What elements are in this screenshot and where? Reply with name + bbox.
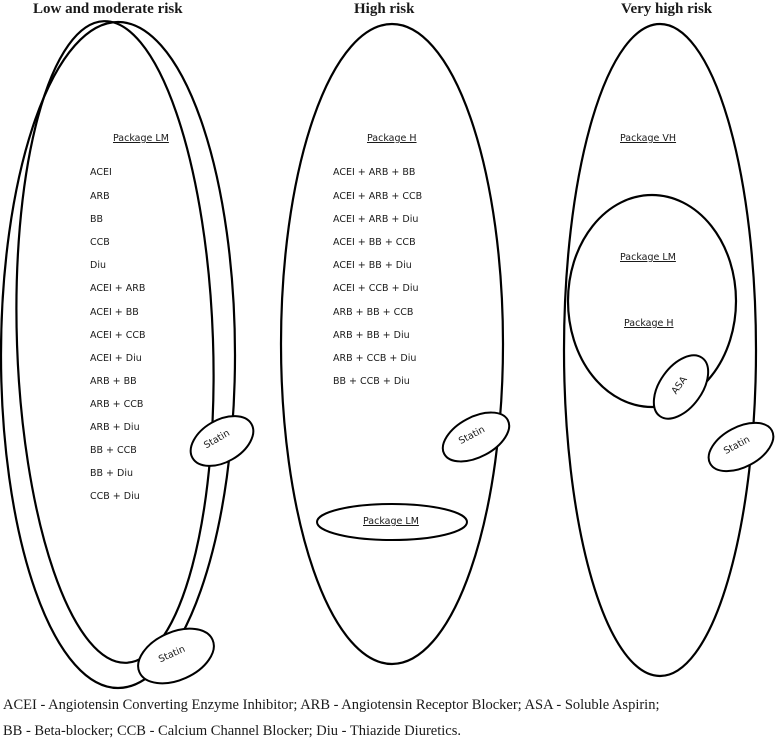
list-item: ARB + CCB + Diu [333,353,417,364]
list-item: ARB [90,191,110,202]
list-item: ACEI + Diu [90,353,142,364]
list-item: ACEI + ARB + BB [333,167,416,178]
list-item: ACEI + CCB + Diu [333,283,419,294]
list-item: ACEI + ARB + CCB [333,191,423,202]
very-high-package-label: Package VH [620,133,677,144]
list-item: ARB + BB + Diu [333,330,410,341]
list-item: CCB [90,237,110,248]
very-high-inner-ellipse [568,195,736,407]
low-package-label: Package LM [113,133,169,144]
list-item: ARB + CCB [90,399,144,410]
list-item: ARB + Diu [90,422,140,433]
very-high-statin-label: Statin [722,434,752,457]
list-item: ACEI + BB + CCB [333,237,416,248]
footnote-line-1: ACEI - Angiotensin Converting Enzyme Inhibitor; ARB - Angiotensin Receptor Blocker; ASA - Soluble Aspirin; [3,697,660,713]
very-high-inner-package-lm-label: Package LM [620,252,676,263]
list-item: ACEI + ARB + Diu [333,214,419,225]
list-item: ACEI [90,167,112,178]
high-package-label: Package H [367,133,417,144]
low-statin-outer-label: Statin [156,643,187,666]
low-risk-title: Low and moderate risk [33,1,183,17]
very-high-risk-title: Very high risk [621,1,713,17]
low-statin-inner-label: Statin [202,427,232,452]
list-item: ARB + BB [90,376,137,387]
high-risk-title: High risk [354,1,415,17]
list-item: BB + CCB [90,445,137,456]
list-item: BB + CCB + Diu [333,376,410,387]
very-high-inner-package-h-label: Package H [624,318,674,329]
footnote-line-2: BB - Beta-blocker; CCB - Calcium Channel Blocker; Diu - Thiazide Diuretics. [3,723,461,739]
list-item: BB + Diu [90,468,134,479]
list-item: BB [90,214,104,225]
high-bottom-package-label: Package LM [363,516,419,527]
list-item: ACEI + BB + Diu [333,260,412,271]
high-ellipse [281,24,503,664]
low-inner-ellipse [6,18,224,666]
list-item: ARB + BB + CCB [333,307,414,318]
list-item: ACEI + BB [90,307,139,318]
list-item: CCB + Diu [90,491,140,502]
list-item: ACEI + ARB [90,283,146,294]
high-statin-label: Statin [457,424,487,447]
very-high-asa-label: ASA [669,374,690,397]
list-item: ACEI + CCB [90,330,146,341]
list-item: Diu [90,260,106,271]
